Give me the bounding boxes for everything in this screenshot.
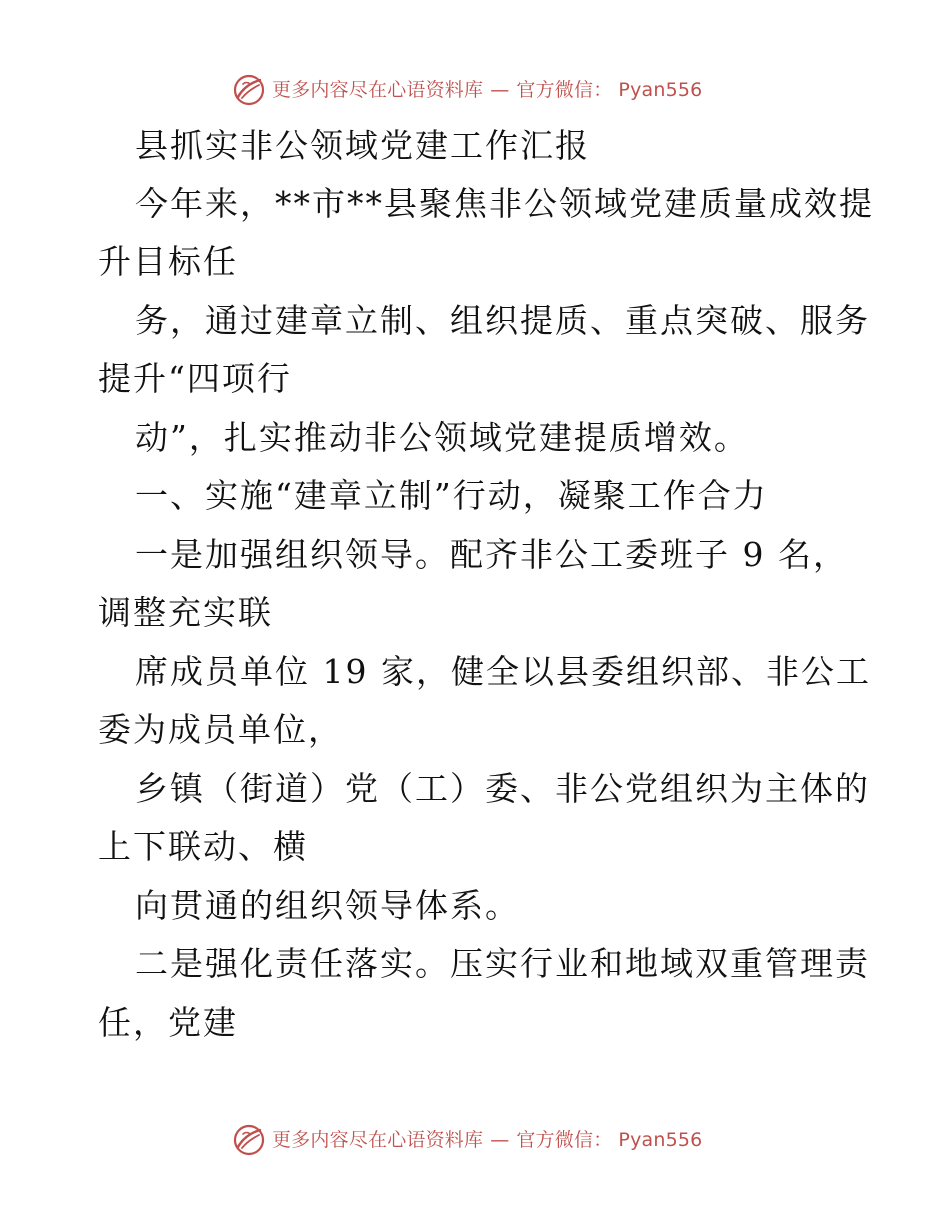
paragraph-line: 升目标任 xyxy=(98,242,238,281)
paragraph-line: 乡镇（街道）党（工）委、非公党组织为主体的 xyxy=(135,769,870,808)
paragraph-line: 一是加强组织领导。配齐非公工委班子 9 名， xyxy=(135,535,848,574)
watermark-channel: 官方微信： xyxy=(516,78,613,101)
watermark-title: 更多内容尽在心语资料库 xyxy=(272,78,484,101)
watermark-account: Pyan556 xyxy=(618,78,703,101)
paragraph-line: 上下联动、横 xyxy=(98,827,308,866)
document-title: 县抓实非公领域党建工作汇报 xyxy=(135,126,590,165)
paragraph-line: 今年来，**市**县聚焦非公领域党建质量成效提 xyxy=(135,184,874,223)
watermark-separator: — xyxy=(490,1128,510,1151)
paragraph-line: 动”，扎实推动非公领域党建提质增效。 xyxy=(135,418,749,457)
paragraph-line: 向贯通的组织领导体系。 xyxy=(135,886,520,925)
paragraph-line: 调整充实联 xyxy=(98,593,273,632)
paragraph-line: 二是强化责任落实。压实行业和地域双重管理责 xyxy=(135,944,870,983)
watermark-account: Pyan556 xyxy=(618,1128,703,1151)
section-heading: 一、实施“建章立制”行动，凝聚工作合力 xyxy=(135,476,768,515)
watermark-channel: 官方微信： xyxy=(516,1128,613,1151)
watermark-title: 更多内容尽在心语资料库 xyxy=(272,1128,484,1151)
paragraph-line: 务，通过建章立制、组织提质、重点突破、服务 xyxy=(135,301,870,340)
quill-seal-icon xyxy=(232,1123,266,1157)
paragraph-line: 任，党建 xyxy=(98,1003,238,1042)
paragraph-line: 席成员单位 19 家，健全以县委组织部、非公工 xyxy=(135,652,871,691)
watermark-separator: — xyxy=(490,78,510,101)
paragraph-line: 委为成员单位， xyxy=(98,710,343,749)
paragraph-line: 提升“四项行 xyxy=(98,359,292,398)
footer-watermark xyxy=(232,1120,712,1160)
